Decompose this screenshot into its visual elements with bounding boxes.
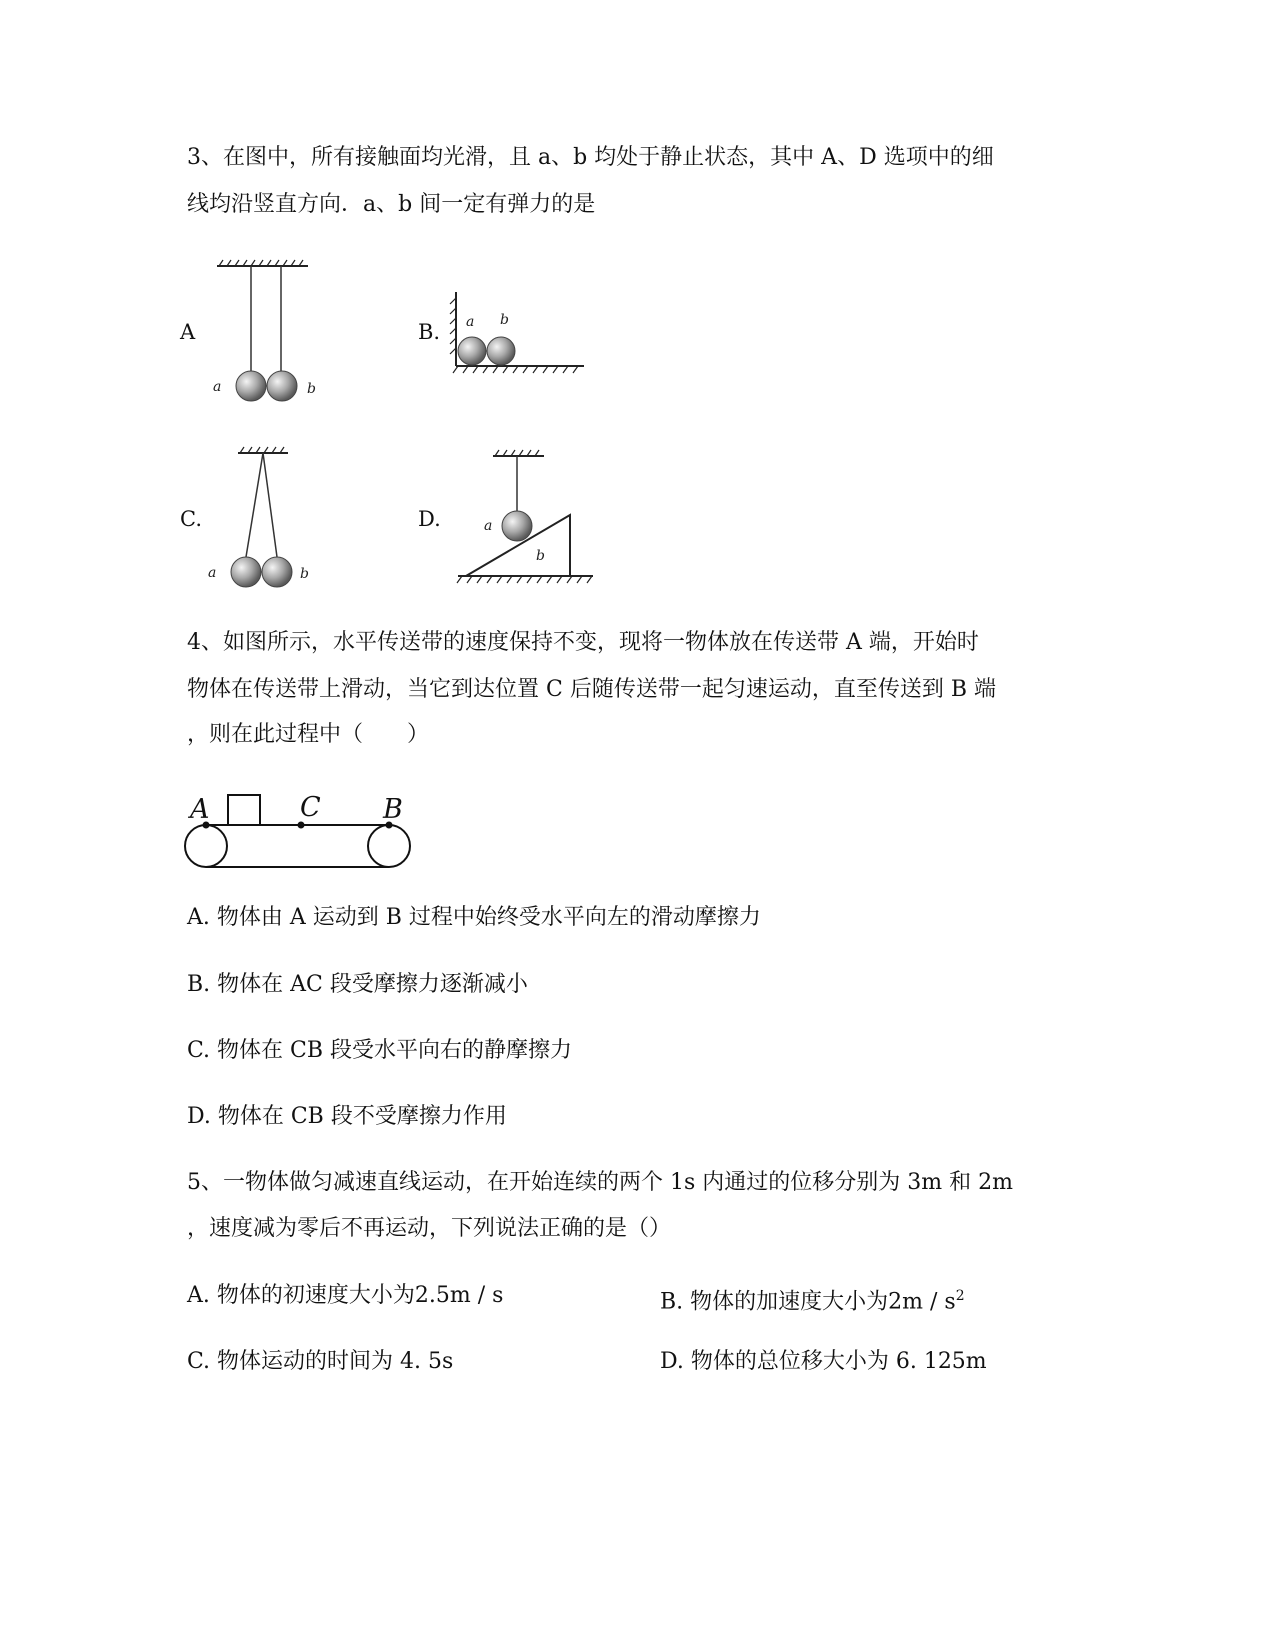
q3-option-d-label: D. xyxy=(418,507,441,531)
q5-option-b xyxy=(660,1281,965,1317)
q3-stem-line1: 3、在图中，所有接触面均光滑，且 a、b 均处于静止状态，其中 A、D 选项中的细 xyxy=(187,145,994,170)
q5-option-b-exponent: 2 xyxy=(955,1288,965,1304)
q4-stem-line2: 物体在传送带上滑动，当它到达位置 C 后随传送带一起匀速运动，直至传送到 B 端 xyxy=(187,677,996,702)
q4-option-c: C. 物体在 CB 段受水平向右的静摩擦力 xyxy=(187,1038,573,1063)
ball-a-label: a xyxy=(484,518,493,534)
ball-a-label: a xyxy=(208,565,217,581)
q5-option-b-text: B. 物体的加速度大小为2m / s xyxy=(660,1289,956,1315)
q4-option-b: B. 物体在 AC 段受摩擦力逐渐减小 xyxy=(187,972,528,997)
q5-stem-line2: ，速度减为零后不再运动，下列说法正确的是（） xyxy=(187,1216,672,1241)
q3-option-a-label: A xyxy=(180,320,196,344)
q5-option-c: C. 物体运动的时间为 4. 5s xyxy=(187,1349,454,1374)
conveyor-belt-figure xyxy=(180,788,420,878)
q5-stem-line1: 5、一物体做匀减速直线运动，在开始连续的两个 1s 内通过的位移分别为 3m 和 2m xyxy=(187,1170,1013,1195)
ball-b-label: b xyxy=(300,566,309,582)
ball-a-label: a xyxy=(466,314,475,330)
q3-stem-line2: 线均沿竖直方向．a、b 间一定有弹力的是 xyxy=(187,192,596,217)
ball-b-label: b xyxy=(307,381,316,397)
point-a-label: A xyxy=(190,794,210,825)
q3-option-b-label: B. xyxy=(418,320,441,344)
ball-a-label: a xyxy=(213,379,222,395)
q4-option-a: A. 物体由 A 运动到 B 过程中始终受水平向左的滑动摩擦力 xyxy=(187,905,761,930)
q3-figure-d xyxy=(448,450,598,590)
q3-option-c-label: C. xyxy=(180,507,202,531)
wedge-b-label: b xyxy=(536,548,545,564)
point-b-label: B xyxy=(383,794,403,825)
q3-figure-b xyxy=(448,288,588,378)
q4-stem-line3: ，则在此过程中（ ） xyxy=(187,722,430,747)
q3-figure-c xyxy=(200,444,330,594)
q5-option-d: D. 物体的总位移大小为 6. 125m xyxy=(660,1349,987,1374)
q4-stem-line1: 4、如图所示，水平传送带的速度保持不变，现将一物体放在传送带 A 端，开始时 xyxy=(187,630,979,655)
q4-option-d: D. 物体在 CB 段不受摩擦力作用 xyxy=(187,1104,507,1129)
point-c-label: C xyxy=(300,792,321,823)
q3-figure-a xyxy=(205,258,335,408)
ball-b-label: b xyxy=(500,312,509,328)
q5-option-a: A. 物体的初速度大小为2.5m / s xyxy=(187,1283,504,1308)
